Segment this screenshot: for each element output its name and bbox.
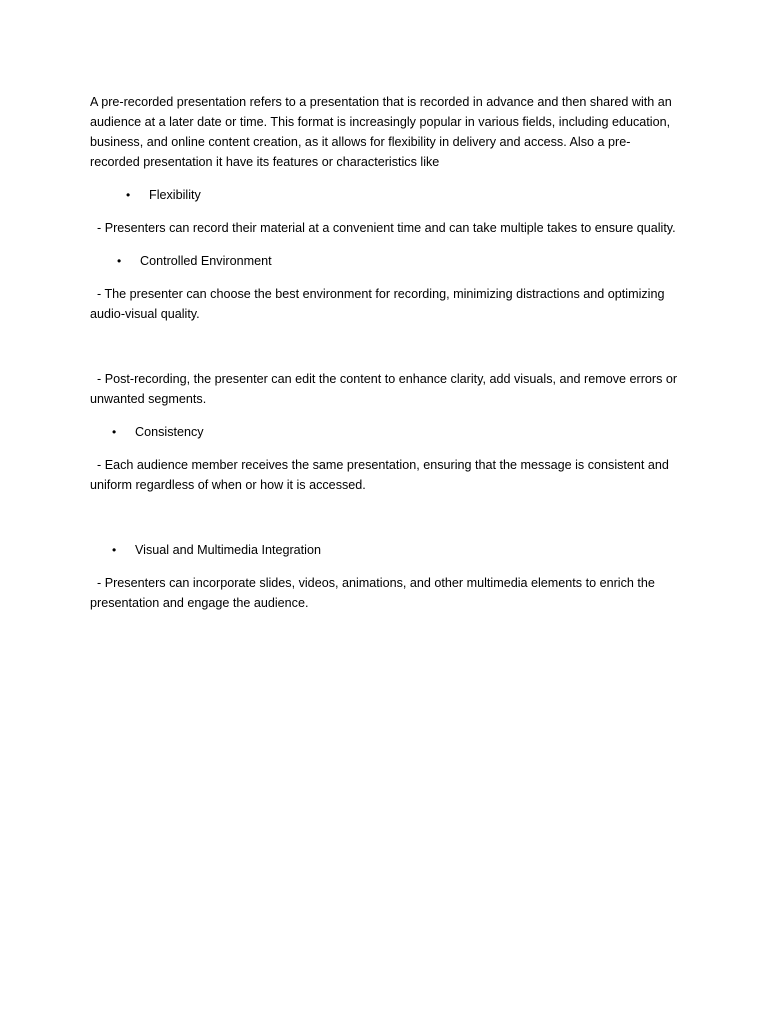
blank-line xyxy=(90,508,680,540)
bullet-description: - Post-recording, the presenter can edit the content to enhance clarity, add visuals, and remove errors or unwanted segments. xyxy=(90,372,681,406)
bullet-dot-icon: • xyxy=(112,425,117,439)
bullet-description: - Presenters can record their material at a convenient time and can take multiple takes to ensure quality. xyxy=(90,221,676,235)
bullet-item-consistency xyxy=(90,422,680,442)
bullet-description: - The presenter can choose the best environment for recording, minimizing distractions and optimizing audio-visual quality. xyxy=(90,287,668,321)
bullet-description: - Presenters can incorporate slides, videos, animations, and other multimedia elements to enrich the presentation and engage the audience. xyxy=(90,576,659,610)
bullet-heading: Consistency xyxy=(135,425,204,439)
intro-paragraph: A pre-recorded presentation refers to a presentation that is recorded in advance and then shared with an audience at a later date or time. This format is increasingly popular in various fields, including education, business, and online content creation, as it allows for flexibility in delivery and access. Also a pre-recorded presentation it have its features or characteristics like xyxy=(90,95,672,169)
bullet-item-controlled-environment xyxy=(90,251,680,271)
bullet-heading: Flexibility xyxy=(149,188,201,202)
document-body xyxy=(90,92,680,626)
bullet-description: - Each audience member receives the same presentation, ensuring that the message is consistent and uniform regardless of when or how it is accessed. xyxy=(90,458,673,492)
bullet-heading: Controlled Environment xyxy=(140,254,272,268)
blank-line xyxy=(90,337,680,369)
bullet-heading: Visual and Multimedia Integration xyxy=(135,543,321,557)
bullet-dot-icon: • xyxy=(112,543,117,557)
bullet-dot-icon: • xyxy=(117,254,122,268)
bullet-item-flexibility xyxy=(90,185,680,205)
bullet-item-visual-multimedia xyxy=(90,540,680,560)
bullet-dot-icon: • xyxy=(126,188,131,202)
